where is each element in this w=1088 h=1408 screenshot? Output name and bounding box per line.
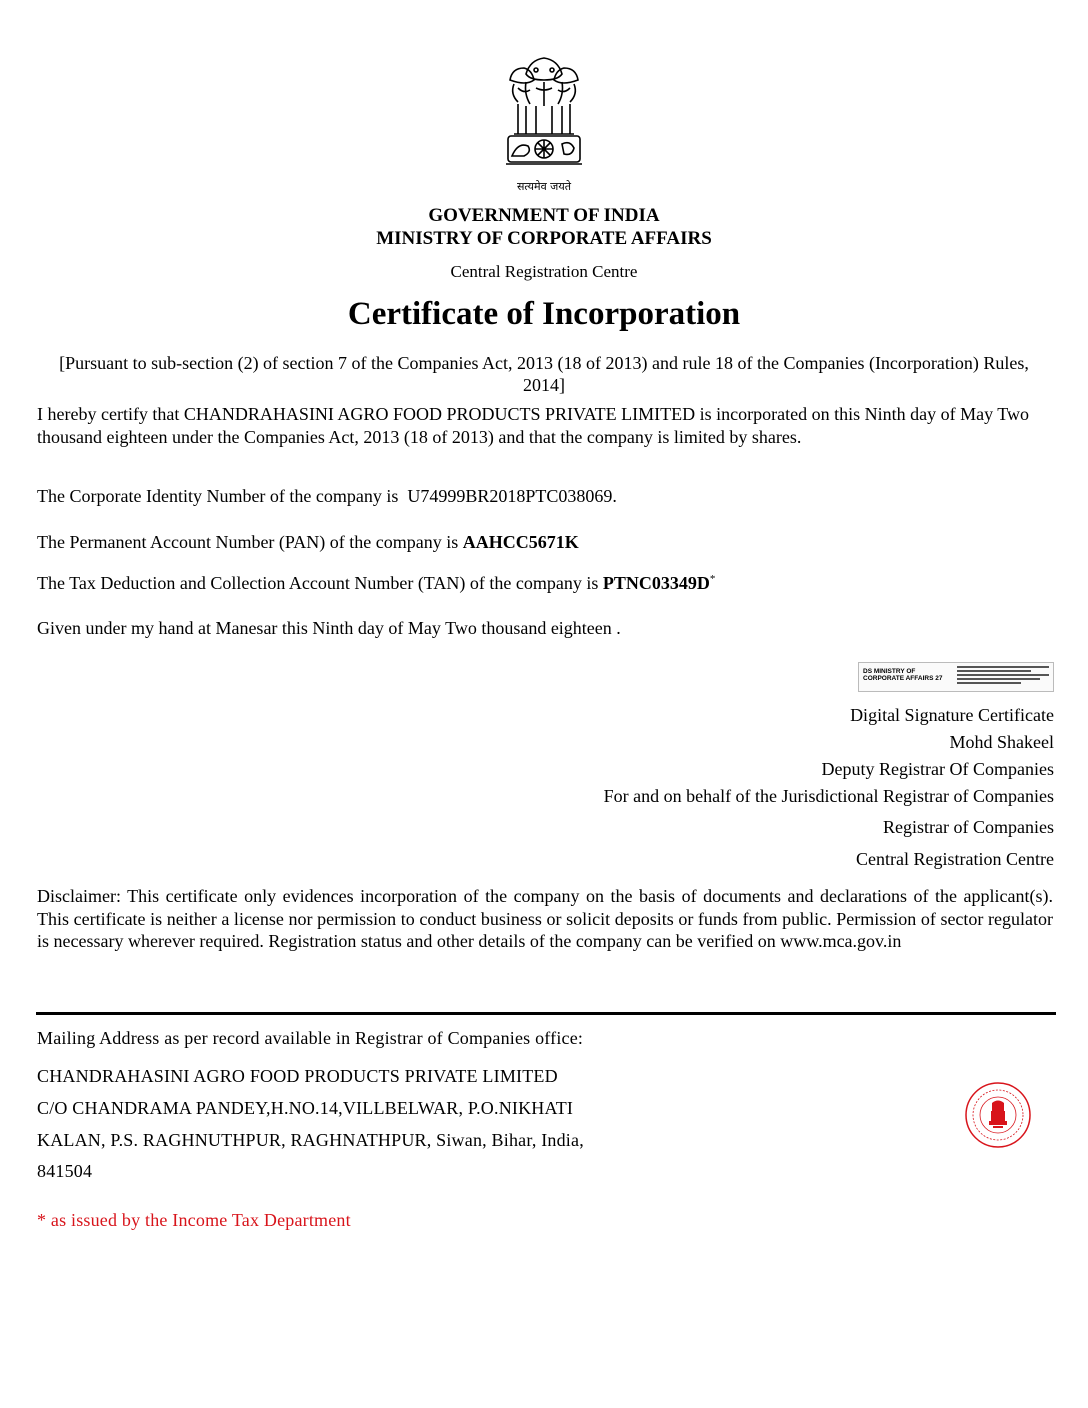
pan-value: AAHCC5671K <box>462 532 579 552</box>
signer-behalf: For and on behalf of the Jurisdictional Registrar of Companies <box>603 786 1054 806</box>
stamp-line-2: CORPORATE AFFAIRS 27 <box>863 675 943 682</box>
tan-label: The Tax Deduction and Collection Account Number (TAN) of the company is <box>37 573 599 593</box>
page-title: Certificate of Incorporation <box>347 296 741 332</box>
divider <box>36 1012 1056 1015</box>
dsc-label: Digital Signature Certificate <box>850 705 1054 725</box>
mailing-line: C/O CHANDRAMA PANDEY,H.NO.14,VILLBELWAR, P.O.NIKHATI <box>37 1098 574 1118</box>
mailing-line: 841504 <box>37 1161 93 1181</box>
tan-line <box>37 573 715 594</box>
tan-value: PTNC03349D <box>602 573 710 593</box>
footnote <box>37 1210 351 1231</box>
mca-seal-icon <box>964 1081 1032 1149</box>
tan-asterisk: * <box>709 573 716 585</box>
government-heading <box>0 204 1088 250</box>
motto-text: सत्यमेव जयते <box>516 180 572 193</box>
pan-label: The Permanent Account Number (PAN) of the company is <box>37 532 459 552</box>
mailing-line: KALAN, P.S. RAGHNUTHPUR, RAGHNATHPUR, Siwan, Bihar, India, <box>37 1130 584 1150</box>
mailing-heading: Mailing Address as per record available in Registrar of Companies office: <box>37 1028 584 1048</box>
signer-designation: Deputy Registrar Of Companies <box>821 759 1054 779</box>
cin-label: The Corporate Identity Number of the company is <box>37 486 399 506</box>
cin-line <box>37 486 617 507</box>
signer-name: Mohd Shakeel <box>949 732 1054 752</box>
gov-title: GOVERNMENT OF INDIA <box>428 205 660 226</box>
stamp-line-1: DS MINISTRY OF <box>863 668 916 675</box>
centre-subtitle: Central Registration Centre <box>450 262 638 281</box>
pursuant-text: [Pursuant to sub-section (2) of section 7 of the Companies Act, 2013 (18 of 2013) and rule 18 of the Companies (Incorporation) Rules, 2014] <box>59 353 1029 395</box>
signer-centre: Central Registration Centre <box>856 849 1054 869</box>
mailing-line: CHANDRAHASINI AGRO FOOD PRODUCTS PRIVATE LIMITED <box>37 1066 558 1086</box>
footnote-asterisk: * <box>37 1210 47 1230</box>
stamp-fineprint <box>957 666 1049 686</box>
digital-signature-stamp <box>858 662 1054 692</box>
footnote-text: as issued by the Income Tax Department <box>50 1210 351 1230</box>
cin-value: U74999BR2018PTC038069. <box>407 486 617 506</box>
national-emblem-icon <box>496 44 592 194</box>
certify-paragraph: I hereby certify that CHANDRAHASINI AGRO FOOD PRODUCTS PRIVATE LIMITED is incorporated on this Ninth day of May Two thousand eighteen under the Companies Act, 2013 (18 of 2013) and that the company is limited by shares. <box>37 404 1029 447</box>
signer-registrar: Registrar of Companies <box>883 817 1054 837</box>
given-line: Given under my hand at Manesar this Ninth day of May Two thousand eighteen . <box>37 618 621 638</box>
pan-line <box>37 532 579 553</box>
disclaimer-text: Disclaimer: This certificate only evidences incorporation of the company on the basis of documents and declarations of the applicant(s). This certificate is neither a license nor permission to conduct business or solicit deposits or funds from public. Permission of sector regulator is necessary wherever required. Registration status and other details of the company can be verified on www.mca.gov.in <box>37 886 1053 951</box>
ministry-title: MINISTRY OF CORPORATE AFFAIRS <box>376 228 712 249</box>
